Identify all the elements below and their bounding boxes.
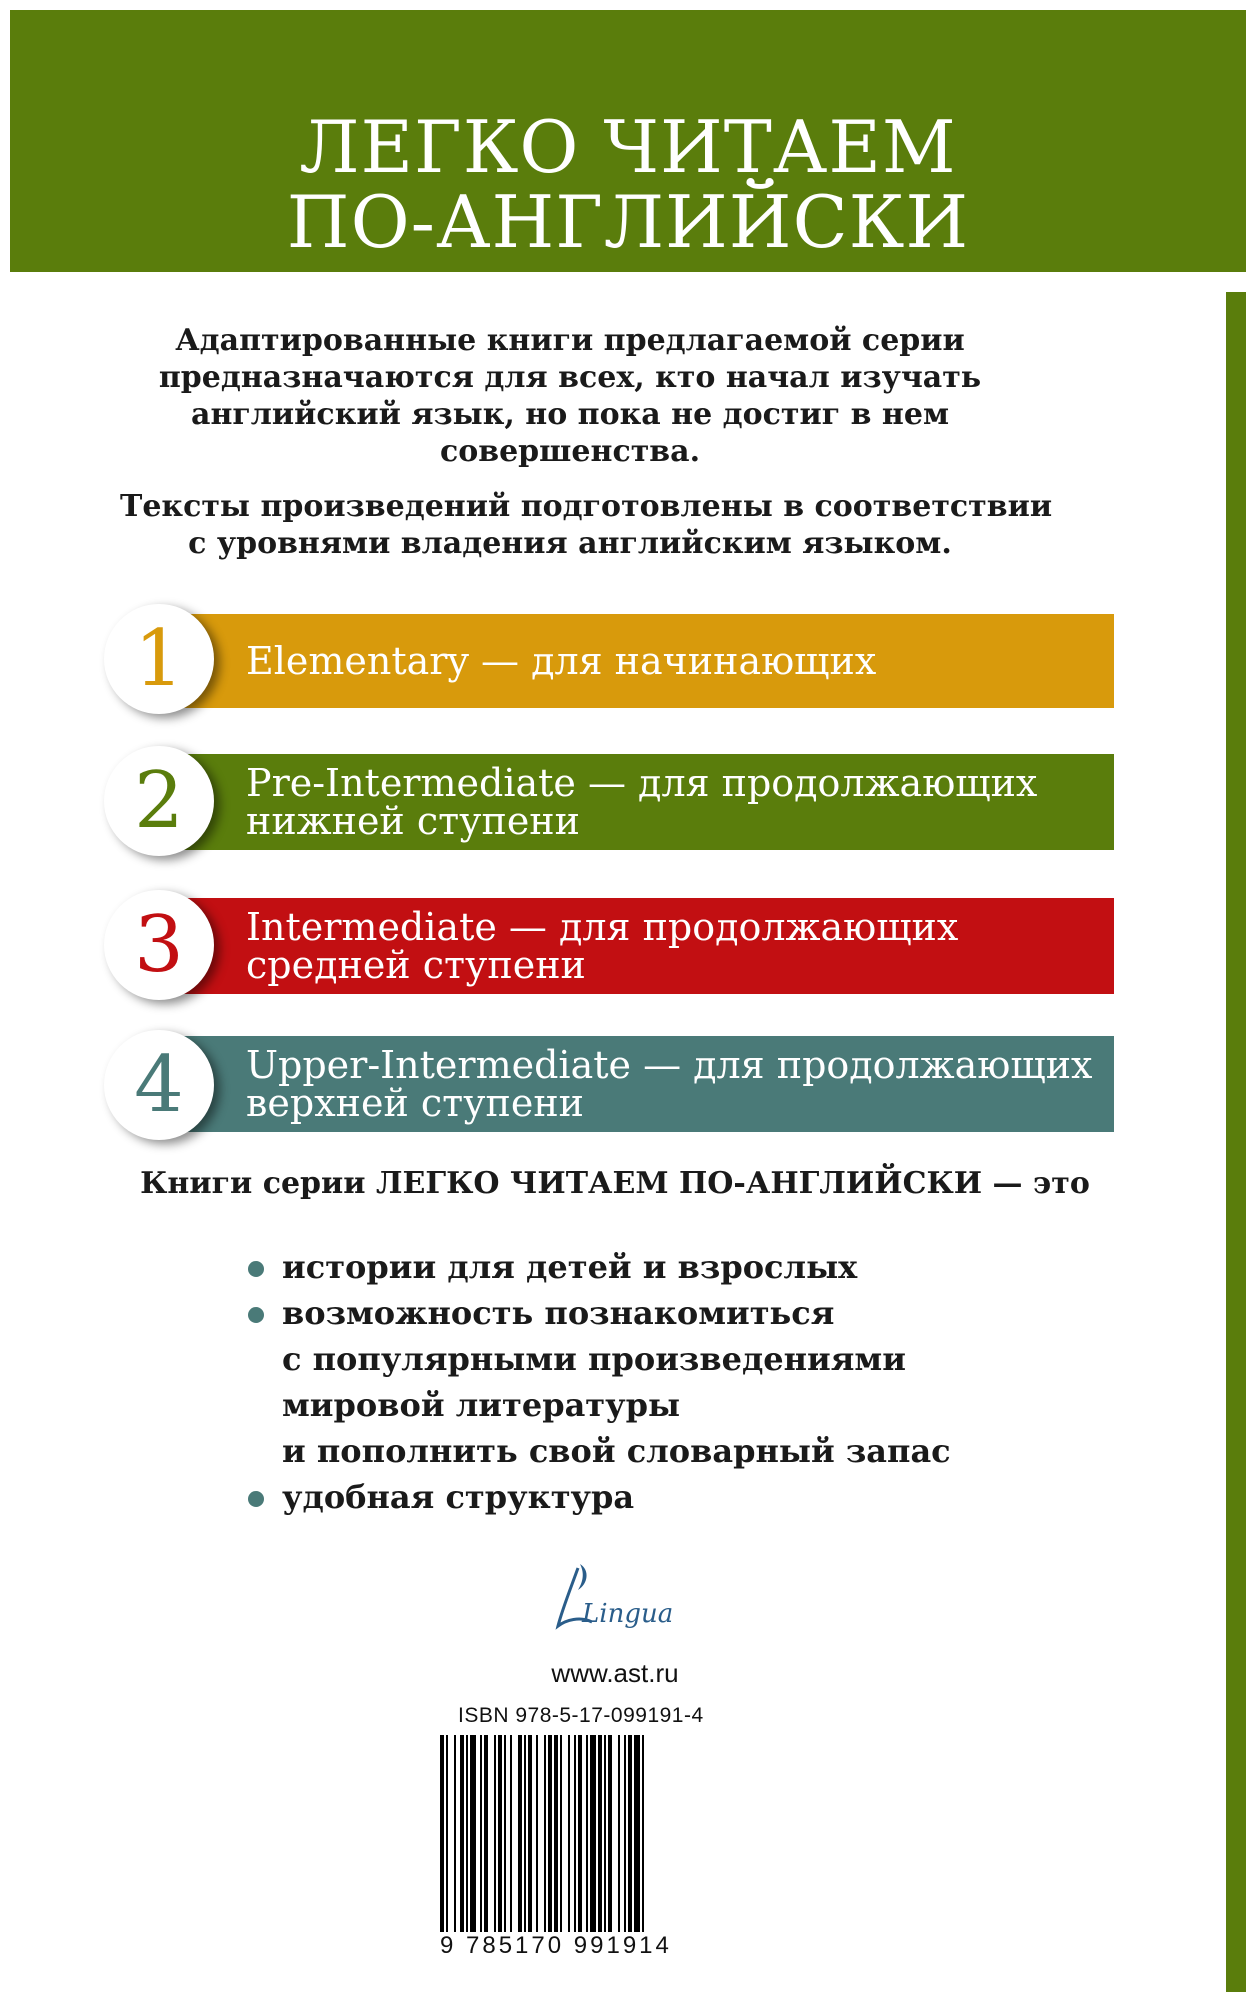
barcode-bar xyxy=(574,1735,576,1935)
barcode-bar xyxy=(554,1735,558,1935)
feature-list xyxy=(248,1244,1048,1520)
level-label: Elementary — для начинающих xyxy=(246,639,877,683)
intro-paragraph-2 xyxy=(120,488,1053,562)
barcode-bar xyxy=(466,1735,468,1935)
barcode-bar xyxy=(618,1735,620,1935)
bullet-icon xyxy=(248,1307,264,1323)
list-item-text: с популярными произведениями xyxy=(282,1340,906,1378)
bullet-icon xyxy=(248,1261,264,1277)
intro-line: с уровнями владения английским языком. xyxy=(188,526,952,561)
list-item xyxy=(248,1244,1048,1290)
list-item-text: возможность познакомиться xyxy=(282,1294,835,1332)
barcode-bar xyxy=(510,1735,512,1935)
barcode-bar xyxy=(590,1735,596,1935)
barcode-bar xyxy=(494,1735,496,1935)
intro-line: Адаптированные книги предлагаемой серии xyxy=(175,323,965,358)
level-bar-pre-intermediate xyxy=(150,754,1114,850)
level-number-1: 1 xyxy=(104,604,214,714)
lingua-logo xyxy=(540,1560,680,1640)
list-item xyxy=(248,1474,1048,1520)
series-title xyxy=(10,105,1246,264)
barcode-bar xyxy=(624,1735,626,1935)
intro-line: предназначаются для всех, кто начал изучать xyxy=(158,360,982,395)
barcode-bar xyxy=(604,1735,606,1935)
barcode-bar xyxy=(524,1735,526,1935)
intro-line: Тексты произведений подготовлены в соответствии xyxy=(120,489,1053,524)
barcode-bar xyxy=(498,1735,502,1935)
level-number-2: 2 xyxy=(104,746,214,856)
barcode-bar xyxy=(440,1735,444,1935)
list-item-text: и пополнить свой словарный запас xyxy=(282,1432,951,1470)
list-item-text: удобная структура xyxy=(282,1478,635,1516)
barcode-bar xyxy=(598,1735,602,1935)
barcode-bar xyxy=(568,1735,570,1935)
title-line-2: ПО-АНГЛИЙСКИ xyxy=(286,179,970,264)
barcode-bar xyxy=(548,1735,552,1935)
level-bar-intermediate xyxy=(150,898,1114,994)
level-label: верхней ступени xyxy=(246,1081,584,1125)
level-bar-upper-intermediate xyxy=(150,1036,1114,1132)
barcode-bar xyxy=(608,1735,612,1935)
barcode-bar xyxy=(528,1735,532,1935)
level-label: средней ступени xyxy=(246,943,586,987)
intro-paragraph-1 xyxy=(120,322,1020,470)
barcode-bar xyxy=(544,1735,546,1935)
list-item xyxy=(248,1290,1048,1474)
level-number-4: 4 xyxy=(104,1030,214,1140)
bullet-icon xyxy=(248,1491,264,1507)
level-label: Pre-Intermediate — для продолжающих xyxy=(246,761,1038,805)
barcode xyxy=(436,1735,736,1965)
barcode-bar xyxy=(560,1735,562,1935)
logo-text: Lingua xyxy=(582,1599,674,1629)
level-label: Upper-Intermediate — для продолжающих xyxy=(246,1043,1093,1087)
series-statement: Книги серии ЛЕГКО ЧИТАЕМ ПО-АНГЛИЙСКИ — это xyxy=(140,1166,1090,1201)
barcode-bar xyxy=(518,1735,522,1935)
barcode-digits: 9 785170 991914 xyxy=(440,1932,730,1960)
list-item-text: мировой литературы xyxy=(282,1386,681,1424)
header-banner xyxy=(10,10,1246,272)
barcode-bar xyxy=(460,1735,464,1935)
spine-stripe xyxy=(1226,292,1246,1992)
level-label: Intermediate — для продолжающих xyxy=(246,905,959,949)
list-item-text: истории для детей и взрослых xyxy=(282,1248,858,1286)
title-line-1: ЛЕГКО ЧИТАЕМ xyxy=(299,105,957,189)
barcode-bar xyxy=(536,1735,538,1935)
barcode-bar xyxy=(634,1735,640,1935)
barcode-bar xyxy=(454,1735,456,1935)
barcode-bar xyxy=(628,1735,632,1935)
level-bar-elementary xyxy=(150,614,1114,708)
level-number-3: 3 xyxy=(104,890,214,1000)
barcode-bar xyxy=(504,1735,506,1935)
level-label: нижней ступени xyxy=(246,799,580,843)
barcode-bar xyxy=(470,1735,476,1935)
intro-line: английский язык, но пока не достиг в нем xyxy=(191,397,949,432)
barcode-bar xyxy=(586,1735,588,1935)
isbn-text: ISBN 978-5-17-099191-4 xyxy=(458,1704,704,1727)
barcode-bar xyxy=(446,1735,448,1935)
barcode-bar xyxy=(480,1735,482,1935)
intro-line: совершенства. xyxy=(439,434,701,469)
barcode-bar xyxy=(642,1735,644,1935)
barcode-bar xyxy=(484,1735,488,1935)
barcode-bar xyxy=(578,1735,582,1935)
publisher-website[interactable]: www.ast.ru xyxy=(551,1658,679,1688)
